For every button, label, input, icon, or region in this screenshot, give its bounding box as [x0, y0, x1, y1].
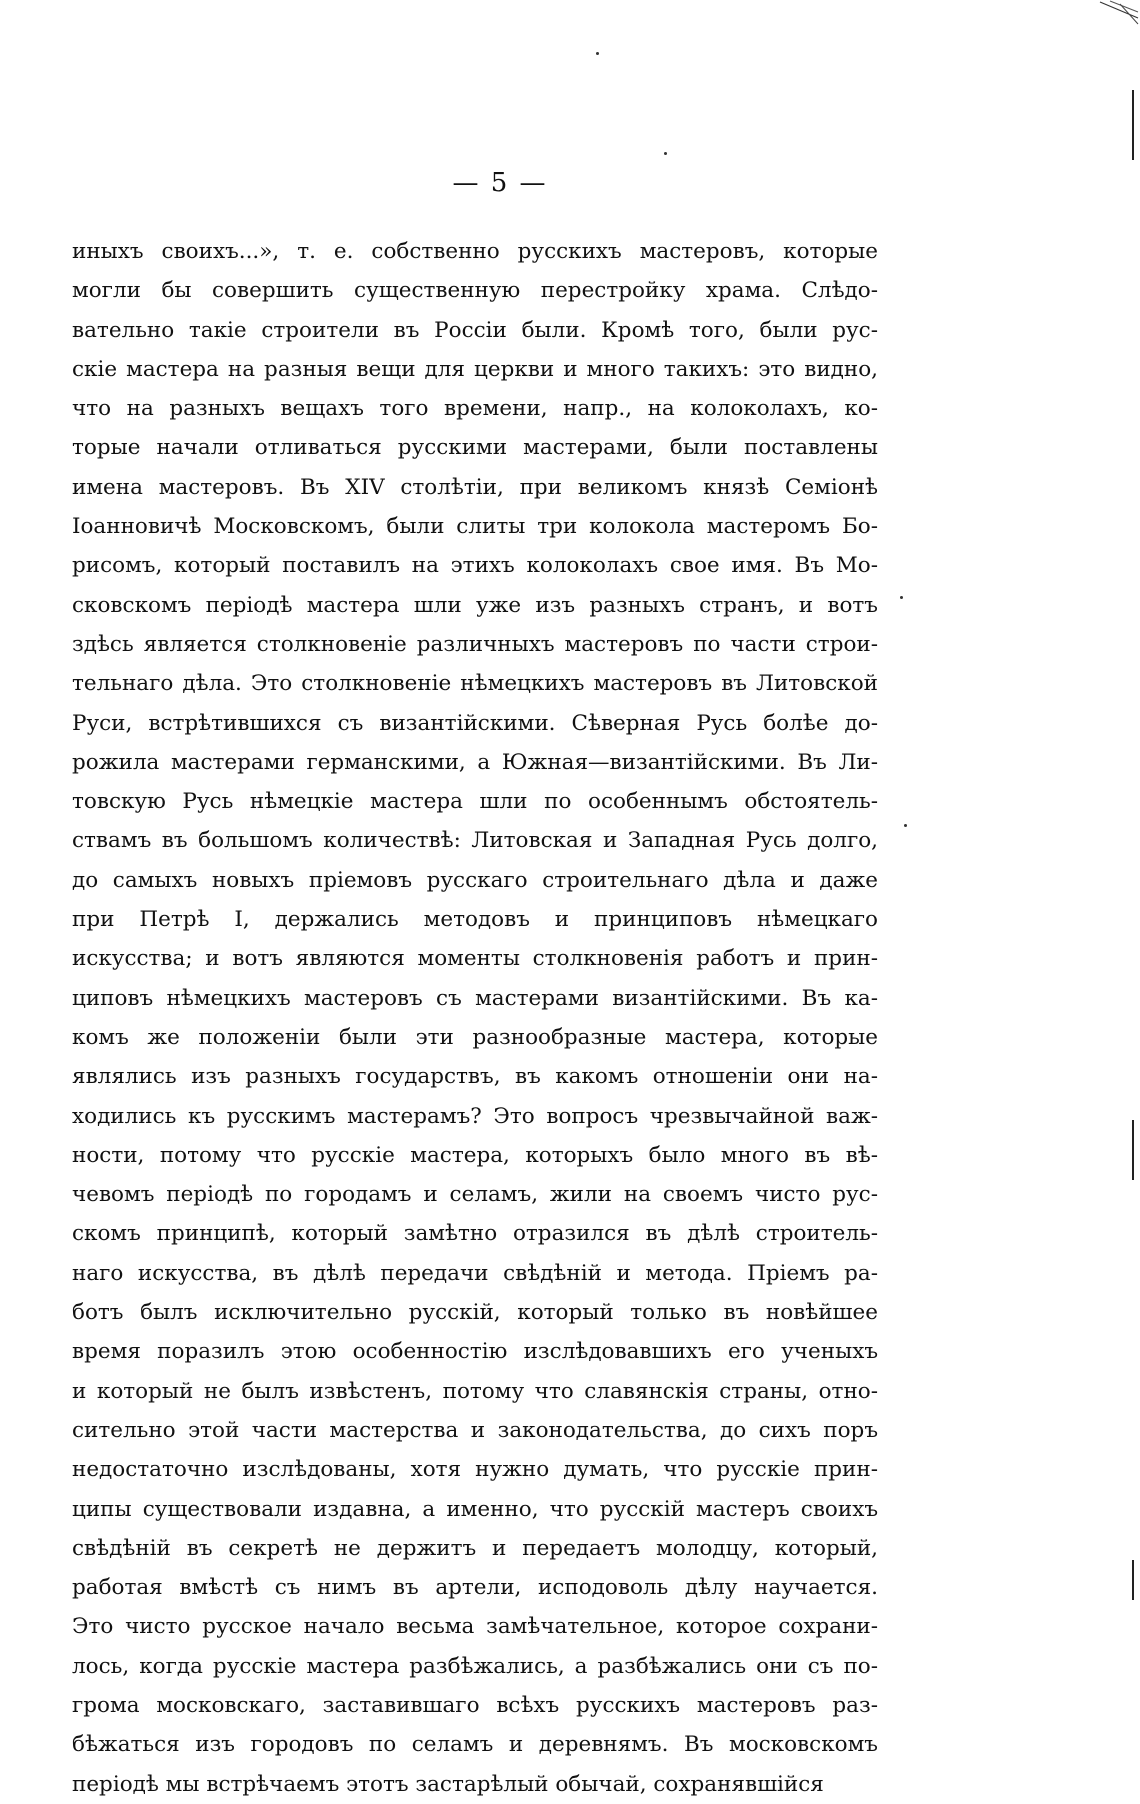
text-line: чевомъ періодѣ по городамъ и селамъ, жили на своемъ чисто рус- — [72, 1182, 878, 1208]
text-line: могли бы совершить существенную перестройку храма. Слѣдо- — [72, 278, 878, 304]
text-line: являлись изъ разныхъ государствъ, въ какомъ отношеніи они на- — [72, 1064, 878, 1090]
page-number: — 5 — — [452, 168, 548, 198]
text-line: періодѣ мы встрѣчаемъ этотъ застарѣлый обычай, сохранявшійся — [72, 1771, 824, 1797]
text-line: тельнаго дѣла. Это столкновеніе нѣмецкихъ мастеровъ въ Литовской — [72, 671, 878, 697]
text-line: ности, потому что русскіе мастера, которыхъ было много въ вѣ- — [72, 1142, 878, 1168]
text-line: ботъ былъ исключительно русскій, который только въ новѣйшее — [72, 1300, 878, 1326]
page-edge-shadow — [1126, 0, 1140, 1792]
text-line: рисомъ, который поставилъ на этихъ колоколахъ свое имя. Въ Мо- — [72, 553, 878, 579]
text-line: товскую Русь нѣмецкіе мастера шли по особеннымъ обстоятель- — [72, 789, 878, 815]
text-line: рожила мастерами германскими, а Южная—византійскими. Въ Ли- — [72, 749, 878, 775]
text-line: при Петрѣ I, держались методовъ и принциповъ нѣмецкаго — [72, 907, 878, 933]
text-line: лось, когда русскіе мастера разбѣжались, а разбѣжались они съ по- — [72, 1653, 878, 1679]
text-line: ходились къ русскимъ мастерамъ? Это вопросъ чрезвычайной важ- — [72, 1103, 878, 1129]
text-line: скомъ принципѣ, который замѣтно отразился въ дѣлѣ строитель- — [72, 1221, 878, 1247]
text-line: бѣжаться изъ городовъ по селамъ и деревнямъ. Въ московскомъ — [72, 1732, 878, 1758]
text-line: сительно этой части мастерства и законодательства, до сихъ поръ — [72, 1417, 878, 1443]
text-line: здѣсь является столкновеніе различныхъ мастеровъ по части строи- — [72, 631, 878, 657]
text-line: Іоанновичѣ Московскомъ, были слиты три колокола мастеромъ Бо- — [72, 514, 878, 540]
text-line: вательно такіе строители въ Россіи были. Кромѣ того, были рус- — [72, 317, 878, 343]
text-line: скіе мастера на разныя вещи для церкви и много такихъ: это видно, — [72, 356, 878, 382]
text-line: Это чисто русское начало весьма замѣчательное, которое сохрани- — [72, 1614, 878, 1640]
ink-speck — [904, 824, 907, 827]
ink-speck — [900, 596, 903, 599]
text-line: Руси, встрѣтившихся съ византійскими. Сѣверная Русь болѣе до- — [72, 710, 878, 736]
ink-speck — [596, 52, 599, 55]
ink-speck — [664, 152, 667, 155]
text-line: наго искусства, въ дѣлѣ передачи свѣдѣній и метода. Пріемъ ра- — [72, 1260, 878, 1286]
text-line: недостаточно изслѣдованы, хотя нужно думать, что русскіе прин- — [72, 1457, 878, 1483]
text-line: работая вмѣстѣ съ нимъ въ артели, исподоволь дѣлу научается. — [72, 1575, 878, 1601]
text-line: что на разныхъ вещахъ того времени, напр., на колоколахъ, ко- — [72, 396, 878, 422]
text-line: сковскомъ періодѣ мастера шли уже изъ разныхъ странъ, и вотъ — [72, 592, 878, 618]
text-line: комъ же положеніи были эти разнообразные мастера, которые — [72, 1024, 878, 1050]
text-line: ципы существовали издавна, а именно, что русскій мастеръ своихъ — [72, 1496, 878, 1522]
text-line: торые начали отливаться русскими мастерами, были поставлены — [72, 435, 878, 461]
text-line: иныхъ своихъ...», т. е. собственно русскихъ мастеровъ, которые — [72, 239, 878, 264]
text-line: до самыхъ новыхъ пріемовъ русскаго строительнаго дѣла и даже — [72, 867, 878, 893]
text-line: циповъ нѣмецкихъ мастеровъ съ мастерами византійскими. Въ ка- — [72, 985, 878, 1011]
text-line: свѣдѣній въ секретѣ не держитъ и передаетъ молодцу, который, — [72, 1535, 878, 1561]
text-line: имена мастеровъ. Въ XIV столѣтіи, при великомъ князѣ Семіонѣ — [72, 474, 878, 500]
body-text — [72, 232, 878, 1804]
text-line: и который не былъ извѣстенъ, потому что славянскія страны, отно- — [72, 1378, 878, 1404]
text-line: искусства; и вотъ являются моменты столкновенія работъ и прин- — [72, 946, 878, 972]
text-line: время поразилъ этою особенностію изслѣдовавшихъ его ученыхъ — [72, 1339, 878, 1365]
text-line: грома московскаго, заставившаго всѣхъ русскихъ мастеровъ раз- — [72, 1692, 878, 1718]
text-line: ствамъ въ большомъ количествѣ: Литовская и Западная Русь долго, — [72, 828, 878, 854]
